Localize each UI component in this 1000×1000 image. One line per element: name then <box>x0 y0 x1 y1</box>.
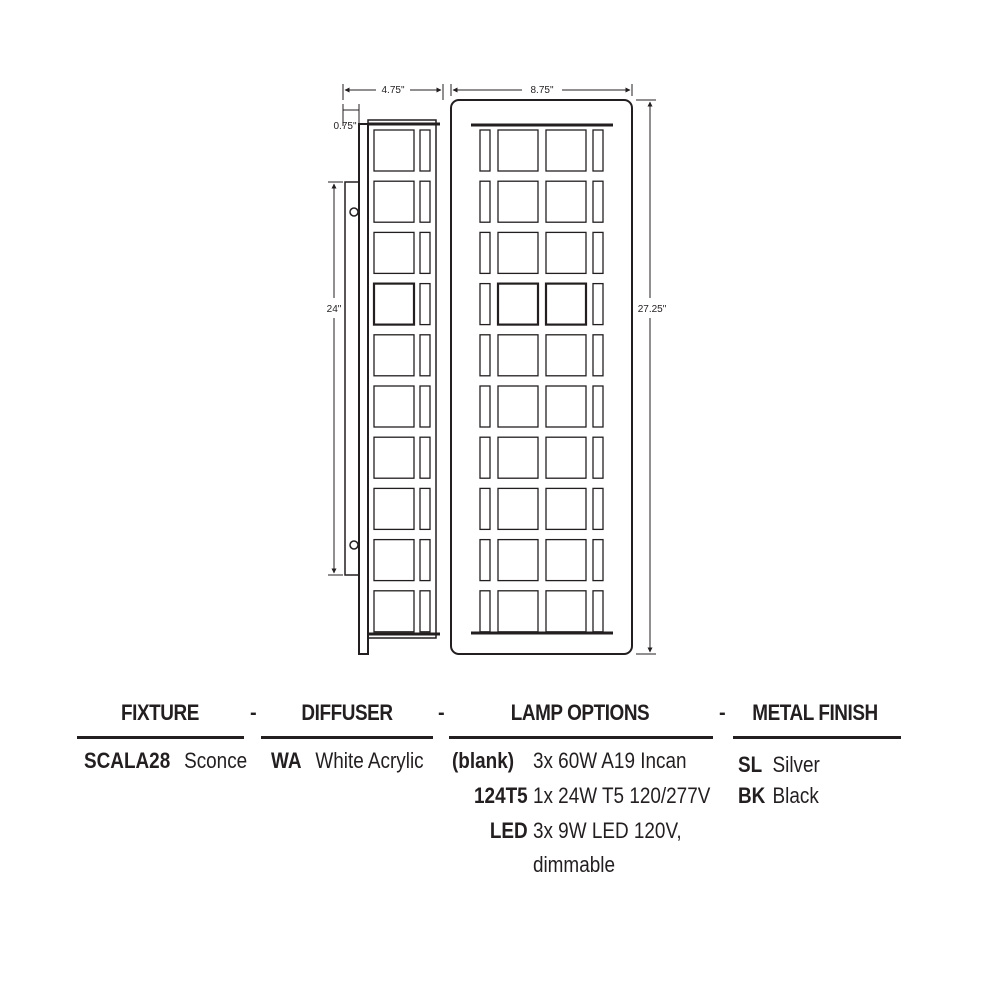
front-glass-slit <box>593 591 603 632</box>
front-glass-pane <box>546 335 586 376</box>
dim-mount-height-label: 24" <box>326 304 342 315</box>
front-glass-slit <box>480 488 490 529</box>
front-glass-pane <box>498 488 538 529</box>
lamp-option-code: (blank) <box>452 748 515 773</box>
fixture-row <box>84 748 247 774</box>
fixture-header-rule <box>77 736 244 739</box>
front-glass-slit <box>593 437 603 478</box>
lamp-option-code: LED <box>489 818 528 843</box>
side-glass-slit <box>420 591 430 632</box>
side-glass-slit <box>420 181 430 222</box>
front-glass-slit <box>480 181 490 222</box>
front-glass-slit <box>480 540 490 581</box>
lamp-option-row <box>452 852 615 878</box>
diffuser-code: WA <box>271 748 302 773</box>
front-glass-slit <box>593 181 603 222</box>
front-glass-pane <box>498 591 538 632</box>
front-glass-pane <box>546 284 586 325</box>
lamp-option-desc: 3x 60W A19 Incan <box>532 748 687 773</box>
front-glass-pane <box>498 437 538 478</box>
side-glass-slit <box>420 335 430 376</box>
lamp-option-desc: dimmable <box>532 852 615 877</box>
front-glass-slit <box>480 232 490 273</box>
front-glass-pane <box>498 130 538 171</box>
front-glass-pane <box>546 130 586 171</box>
side-glass-pane <box>374 181 414 222</box>
lamp-option-row <box>452 783 710 809</box>
front-view <box>451 84 656 654</box>
front-glass-slit <box>480 386 490 427</box>
separator: - <box>438 702 445 724</box>
metal-finish-header: METAL FINISH <box>752 700 878 725</box>
lamp-option-code: 124T5 <box>474 783 528 808</box>
finish-row <box>738 783 819 809</box>
lamp-options-header-rule <box>449 736 713 739</box>
finish-desc: Silver <box>772 752 820 777</box>
side-glass-slit <box>420 437 430 478</box>
front-glass-slit <box>593 540 603 581</box>
side-glass-pane <box>374 540 414 581</box>
side-glass-slit <box>420 488 430 529</box>
front-glass-slit <box>593 488 603 529</box>
metal-finish-header-rule <box>733 736 901 739</box>
side-glass-pane <box>374 437 414 478</box>
separator: - <box>250 702 257 724</box>
side-glass-pane <box>374 284 414 325</box>
fixture-header: FIXTURE <box>121 700 199 725</box>
dim-backplate-label: 0.75" <box>333 121 357 132</box>
front-glass-pane <box>546 540 586 581</box>
lamp-option-row <box>452 748 687 774</box>
front-glass-pane <box>498 232 538 273</box>
lamp-options-header: LAMP OPTIONS <box>510 700 650 725</box>
fixture-desc: Sconce <box>184 748 248 773</box>
lamp-option-desc: 1x 24W T5 120/277V <box>532 783 711 808</box>
side-glass-pane <box>374 488 414 529</box>
front-glass-slit <box>593 130 603 171</box>
front-glass-slit <box>480 591 490 632</box>
side-glass-pane <box>374 130 414 171</box>
front-glass-slit <box>480 437 490 478</box>
front-glass-pane <box>546 181 586 222</box>
side-glass-pane <box>374 591 414 632</box>
front-glass-slit <box>593 386 603 427</box>
side-view <box>328 84 443 654</box>
side-glass-pane <box>374 335 414 376</box>
front-glass-pane <box>498 181 538 222</box>
front-glass-slit <box>593 232 603 273</box>
separator: - <box>719 702 726 724</box>
front-glass-pane <box>546 232 586 273</box>
front-glass-pane <box>546 386 586 427</box>
side-glass-pane <box>374 386 414 427</box>
diffuser-header: DIFFUSER <box>301 700 393 725</box>
front-glass-pane <box>498 386 538 427</box>
front-glass-slit <box>480 284 490 325</box>
finish-row <box>738 752 820 778</box>
front-glass-slit <box>593 284 603 325</box>
dim-overall-height-label: 27.25" <box>637 304 667 315</box>
dim-front-width-label: 8.75" <box>530 85 554 96</box>
front-glass-pane <box>546 591 586 632</box>
front-glass-pane <box>546 437 586 478</box>
spec-table <box>0 700 1000 900</box>
side-glass-slit <box>420 284 430 325</box>
front-glass-slit <box>480 335 490 376</box>
fixture-code: SCALA28 <box>84 748 171 773</box>
front-glass-pane <box>498 335 538 376</box>
finish-code: BK <box>738 783 766 808</box>
side-glass-slit <box>420 540 430 581</box>
lamp-option-desc: 3x 9W LED 120V, <box>532 818 682 843</box>
dim-side-depth-label: 4.75" <box>381 85 405 96</box>
side-glass-slit <box>420 130 430 171</box>
front-glass-slit <box>593 335 603 376</box>
diffuser-desc: White Acrylic <box>315 748 424 773</box>
front-glass-pane <box>546 488 586 529</box>
lamp-option-row <box>452 818 682 844</box>
front-glass-pane <box>498 284 538 325</box>
diffuser-row <box>271 748 424 774</box>
side-view-glass-grid <box>374 130 430 632</box>
finish-code: SL <box>738 752 763 777</box>
side-glass-pane <box>374 232 414 273</box>
front-view-glass-grid <box>480 130 603 632</box>
side-glass-slit <box>420 386 430 427</box>
diffuser-header-rule <box>261 736 433 739</box>
front-glass-slit <box>480 130 490 171</box>
finish-desc: Black <box>772 783 819 808</box>
front-glass-pane <box>498 540 538 581</box>
side-glass-slit <box>420 232 430 273</box>
